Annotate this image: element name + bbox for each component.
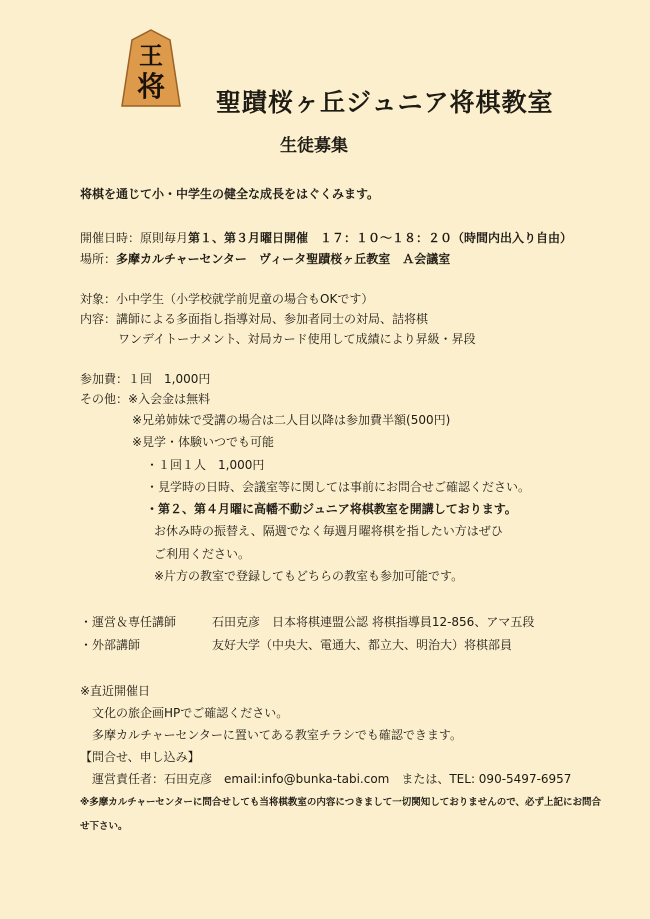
- staff-ext-label: ・外部講師: [80, 638, 141, 652]
- other-item-3c-2: お休み時の振替え、隔週でなく毎週月曜将棋を指したい方はぜひ: [154, 524, 503, 538]
- content-line-2: ワンデイトーナメント、対局カード使用して成績により昇級・昇段: [118, 332, 476, 346]
- other-line: [80, 391, 210, 407]
- venue-value: 多摩カルチャーセンター ヴィータ聖蹟桜ヶ丘教室 Ａ会議室: [116, 252, 451, 266]
- target-line: 対象：小中学生（小学校就学前児童の場合もOKです）: [80, 292, 374, 306]
- other-item-1: ※入会金は無料: [128, 392, 211, 406]
- schedule-plain: 原則毎月: [140, 231, 189, 245]
- other-item-2: ※兄弟姉妹で受講の場合は二人目以降は参加費半額(500円): [132, 413, 451, 427]
- piece-char-bottom: 将: [136, 70, 166, 103]
- staff-lead-label: ・運営＆専任講師: [80, 615, 177, 629]
- next-heading: ※直近開催日: [80, 684, 151, 698]
- notice-line-2: せ下さい。: [80, 821, 128, 832]
- venue-line: [80, 251, 450, 267]
- content-line-1: 内容：講師による多面指し指導対局、参加者同士の対局、詰将棋: [80, 312, 429, 326]
- notice-line-1: ※多摩カルチャーセンターに問合せしても当将棋教室の内容につきまして一切関知しておりませんので、必ず上記にお問合: [80, 797, 602, 808]
- other-item-3c: ・第２、第４月曜に高幡不動ジュニア将棋教室を開講しております。: [146, 502, 517, 516]
- other-item-3: ※見学・体験いつでも可能: [132, 435, 275, 449]
- contact-heading: 【問合せ、申し込み】: [80, 750, 200, 764]
- other-item-3b: ・見学時の日時、会議室等に関しては事前にお問合せご確認ください。: [146, 480, 531, 494]
- contact-line: 運営責任者：石田克彦 email:info@bunka-tabi.com または、TEL: 090-5497-6957: [92, 772, 572, 786]
- piece-char-top: 王: [139, 41, 163, 70]
- staff-ext-value: 友好大学（中央大、電通大、都立大、明治大）将棋部員: [212, 638, 513, 652]
- schedule-label: 開催日時：: [80, 231, 141, 245]
- next-line-2: 多摩カルチャーセンターに置いてある教室チラシでも確認できます。: [92, 728, 462, 742]
- page-subtitle: 生徒募集: [280, 136, 348, 156]
- shogi-king-piece-icon: [120, 28, 182, 108]
- fee-line: 参加費：１回 1,000円: [80, 372, 211, 386]
- other-label: その他：: [80, 392, 129, 406]
- venue-label: 場所：: [80, 252, 117, 266]
- other-item-3c-4: ※片方の教室で登録してもどちらの教室も参加可能です。: [154, 569, 464, 583]
- intro-text: 将棋を通じて小・中学生の健全な成長をはぐくみます。: [80, 187, 380, 201]
- page-title: 聖蹟桜ヶ丘ジュニア将棋教室: [216, 88, 554, 117]
- schedule-line: [80, 230, 572, 246]
- other-item-3c-3: ご利用ください。: [154, 547, 251, 561]
- next-line-1: 文化の旅企画HPでご確認ください。: [92, 706, 289, 720]
- schedule-bold: 第１、第３月曜日開催 １７：１０～１８：２０（時間内出入り自由）: [188, 231, 573, 245]
- other-item-3a: ・１回１人 1,000円: [146, 458, 265, 472]
- staff-lead-value: 石田克彦 日本将棋連盟公認 将棋指導員12-856、アマ五段: [212, 615, 535, 629]
